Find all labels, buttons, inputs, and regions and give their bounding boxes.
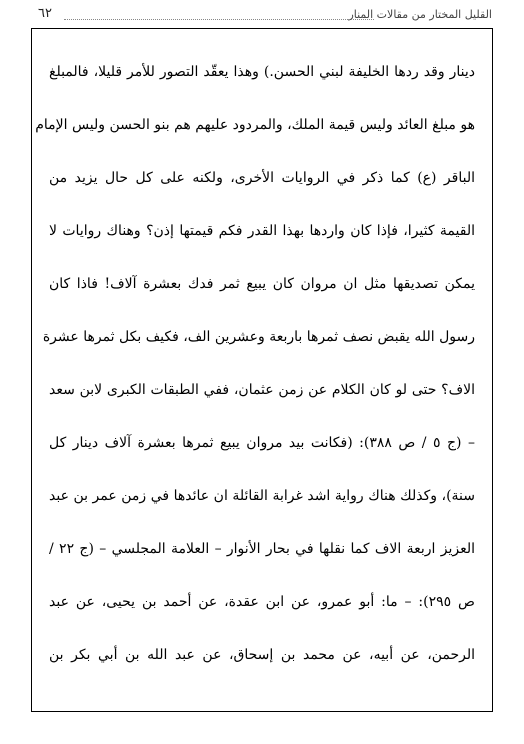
text-line: الرحمن، عن أبيه، عن محمد بن إسحاق، عن عبد الله بن أبي بكر بن xyxy=(49,647,475,663)
page-frame xyxy=(31,28,493,712)
text-line: دينار وقد ردها الخليفة لبني الحسن.) وهذا يعقّد التصور للأمر قليلا، فالمبلغ xyxy=(49,64,475,80)
page-header xyxy=(30,6,494,28)
running-title: القليل المختار من مقالات المنار xyxy=(348,8,492,21)
text-line: هو مبلغ العائد وليس قيمة الملك، والمردود عليهم هم بنو الحسن وليس الإمام xyxy=(35,117,475,133)
header-dotted-rule xyxy=(64,19,374,20)
text-line: يمكن تصديقها مثل ان مروان كان يبيع ثمر فدك بعشرة آلاف! فاذا كان xyxy=(49,276,475,292)
text-line: الاف؟ حتى لو كان الكلام عن زمن عثمان، ففي الطبقات الكبرى لابن سعد xyxy=(49,382,475,398)
text-line: ص ٢٩٥): – ما: أبو عمرو، عن ابن عقدة، عن أحمد بن يحيى، عن عبد xyxy=(49,594,475,610)
text-line: – (ج ٥ / ص ٣٨٨): (فكانت بيد مروان يبيع ثمرها بعشرة آلاف دينار كل xyxy=(49,435,475,451)
text-line: العزيز اربعة الاف كما نقلها في بحار الأنوار – العلامة المجلسي – (ج ٢٢ / xyxy=(49,541,475,557)
page-number: ٦٢ xyxy=(38,6,52,21)
text-line: القيمة كثيرا، فإذا كان واردها بهذا القدر فكم قيمتها إذن؟ وهناك روايات لا xyxy=(49,223,475,239)
text-line: سنة)، وكذلك هناك رواية اشد غرابة القائلة ان عائدها في زمن عمر بن عبد xyxy=(49,488,475,504)
text-line: الباقر (ع) كما ذكر في الروايات الأخرى، ولكنه على كل حال يزيد من xyxy=(49,170,475,186)
body-text xyxy=(35,57,475,693)
text-line: رسول الله يقبض نصف ثمرها باربعة وعشرين الف، فكيف بكل ثمرها عشرة xyxy=(42,329,475,345)
